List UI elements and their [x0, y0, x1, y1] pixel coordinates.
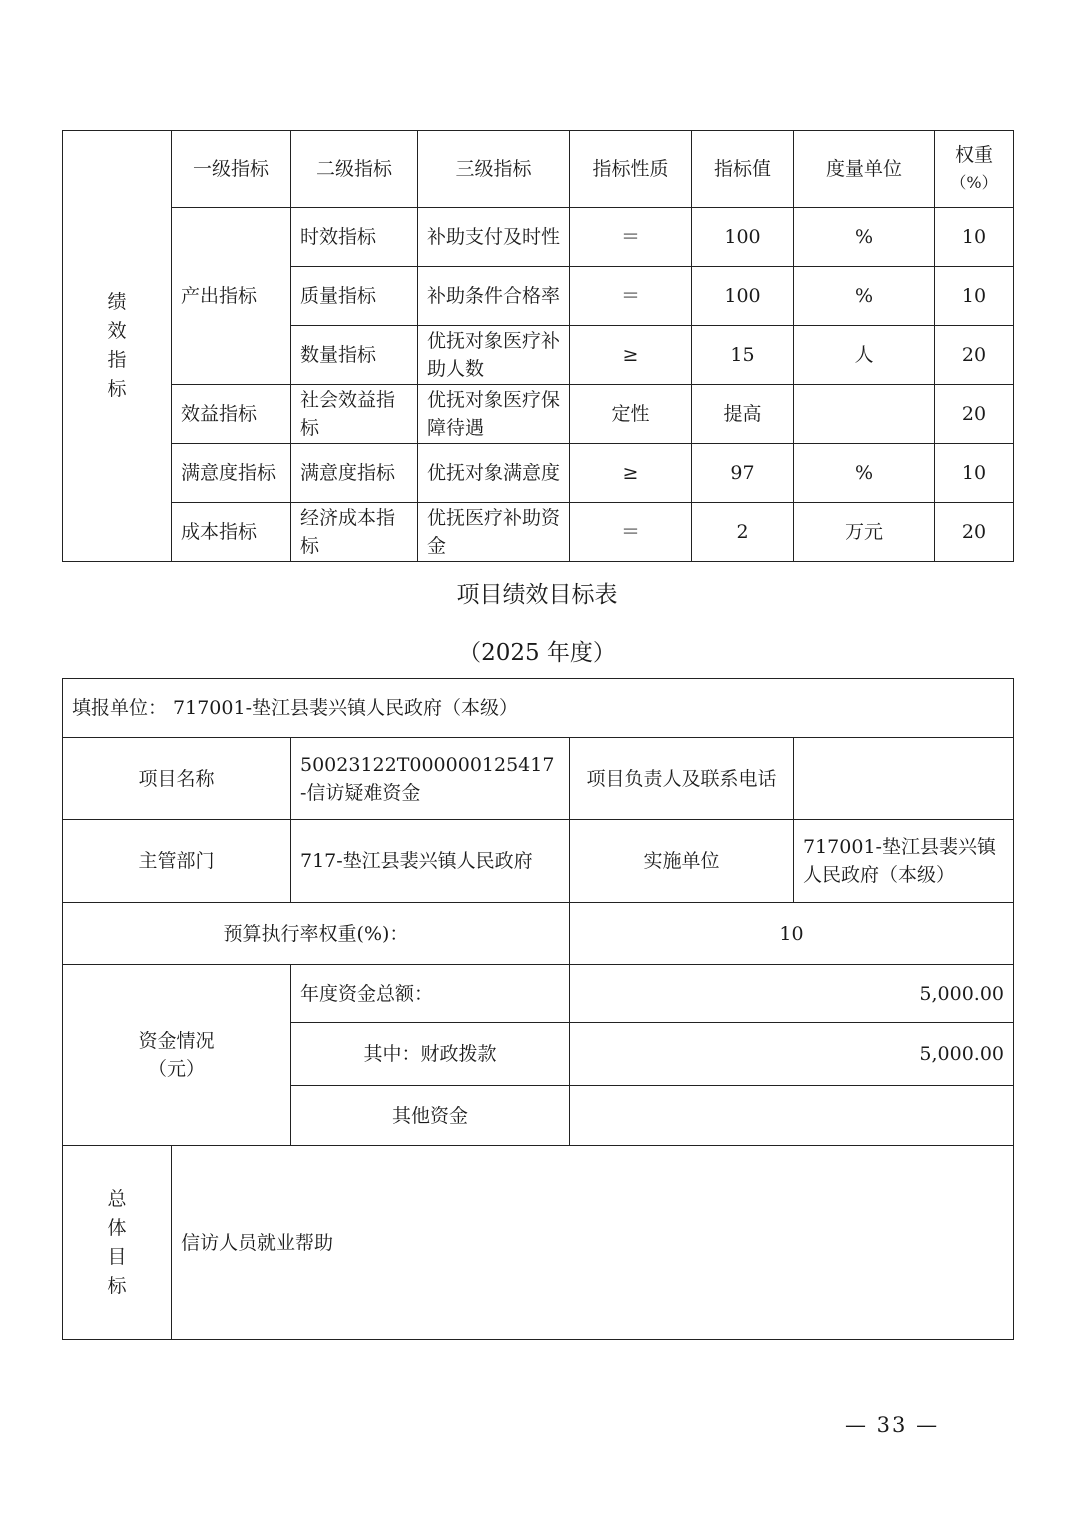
level2-cell: 质量指标 [291, 267, 418, 326]
level2-cell: 经济成本指标 [291, 503, 418, 562]
level2-cell: 社会效益指标 [291, 385, 418, 444]
impl-label: 实施单位 [570, 820, 794, 903]
weight-cell: 20 [935, 503, 1014, 562]
header-value: 指标值 [692, 131, 794, 208]
nature-cell: ≥ [570, 326, 692, 385]
contact-value [794, 738, 1014, 820]
level3-cell: 优抚对象医疗补助人数 [418, 326, 570, 385]
table-row [63, 385, 1014, 444]
unit-cell: 人 [794, 326, 935, 385]
indicator-side-label: 绩 效 指 标 [63, 131, 172, 562]
header-weight: 权重 （%） [935, 131, 1014, 208]
level1-cell: 产出指标 [172, 208, 291, 385]
funds-row [63, 965, 1014, 1023]
indicator-header-row [63, 131, 1014, 208]
weight-cell: 10 [935, 208, 1014, 267]
contact-label: 项目负责人及联系电话 [570, 738, 794, 820]
page-title: 项目绩效目标表 [456, 582, 618, 608]
filler-row [63, 679, 1014, 738]
header-level3: 三级指标 [418, 131, 570, 208]
dept-value: 717-垫江县裴兴镇人民政府 [291, 820, 570, 903]
level3-cell: 优抚对象医疗保障待遇 [418, 385, 570, 444]
weight-cell: 20 [935, 385, 1014, 444]
unit-cell: 万元 [794, 503, 935, 562]
budget-rate-value: 10 [570, 903, 1014, 965]
dept-label: 主管部门 [63, 820, 291, 903]
level1-cell: 满意度指标 [172, 444, 291, 503]
level1-cell: 效益指标 [172, 385, 291, 444]
project-name-label: 项目名称 [63, 738, 291, 820]
level3-cell: 补助条件合格率 [418, 267, 570, 326]
weight-cell: 20 [935, 326, 1014, 385]
unit-cell [794, 385, 935, 444]
nature-cell: ＝ [570, 208, 692, 267]
weight-cell: 10 [935, 267, 1014, 326]
budget-rate-row [63, 903, 1014, 965]
budget-rate-label: 预算执行率权重(%)： [63, 903, 570, 965]
nature-cell: ＝ [570, 503, 692, 562]
impl-value: 717001-垫江县裴兴镇人民政府（本级） [794, 820, 1014, 903]
fiscal-value: 5,000.00 [570, 1023, 1014, 1086]
unit-cell: % [794, 444, 935, 503]
level3-cell: 优抚医疗补助资金 [418, 503, 570, 562]
value-cell: 97 [692, 444, 794, 503]
level1-cell: 成本指标 [172, 503, 291, 562]
level2-cell: 满意度指标 [291, 444, 418, 503]
funds-label: 资金情况 （元） [63, 965, 291, 1146]
table-row [63, 208, 1014, 267]
project-table [62, 678, 1014, 1340]
value-cell: 100 [692, 208, 794, 267]
unit-cell: % [794, 208, 935, 267]
annual-total-label: 年度资金总额： [291, 965, 570, 1023]
filler-unit: 填报单位： 717001-垫江县裴兴镇人民政府（本级） [63, 679, 1014, 738]
header-level2: 二级指标 [291, 131, 418, 208]
nature-cell: ＝ [570, 267, 692, 326]
unit-cell: % [794, 267, 935, 326]
table-row [63, 444, 1014, 503]
header-level1: 一级指标 [172, 131, 291, 208]
level3-cell: 优抚对象满意度 [418, 444, 570, 503]
level3-cell: 补助支付及时性 [418, 208, 570, 267]
project-name-row [63, 738, 1014, 820]
other-funds-label: 其他资金 [291, 1086, 570, 1146]
nature-cell: ≥ [570, 444, 692, 503]
dept-row [63, 820, 1014, 903]
value-cell: 100 [692, 267, 794, 326]
goal-side-label: 总 体 目 标 [63, 1146, 172, 1340]
goal-text: 信访人员就业帮助 [172, 1146, 1014, 1340]
project-name-value: 50023122T000000125417-信访疑难资金 [291, 738, 570, 820]
header-nature: 指标性质 [570, 131, 692, 208]
level2-cell: 时效指标 [291, 208, 418, 267]
annual-total-value: 5,000.00 [570, 965, 1014, 1023]
header-unit: 度量单位 [794, 131, 935, 208]
value-cell: 提高 [692, 385, 794, 444]
fiscal-label: 其中：财政拨款 [291, 1023, 570, 1086]
other-funds-value [570, 1086, 1014, 1146]
table-row [63, 503, 1014, 562]
value-cell: 15 [692, 326, 794, 385]
nature-cell: 定性 [570, 385, 692, 444]
value-cell: 2 [692, 503, 794, 562]
page-number: — 33 — [845, 1413, 940, 1437]
level2-cell: 数量指标 [291, 326, 418, 385]
page-subtitle-year: （2025 年度） [458, 640, 616, 666]
weight-cell: 10 [935, 444, 1014, 503]
indicator-table [62, 130, 1014, 562]
goal-row [63, 1146, 1014, 1340]
